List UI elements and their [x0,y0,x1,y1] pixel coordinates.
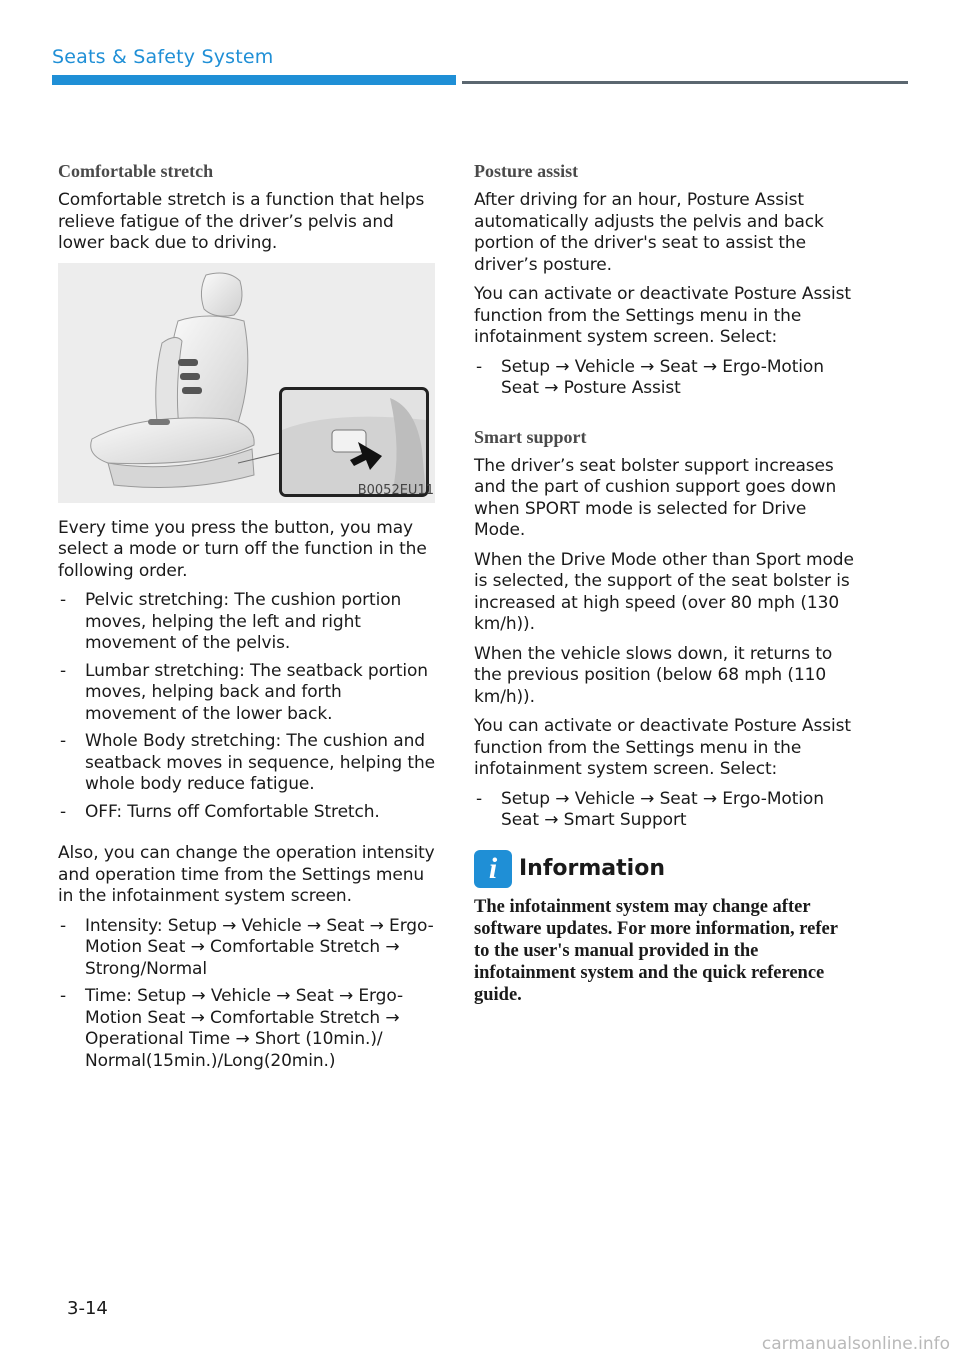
figure-code: B0052EU11 [357,482,434,498]
smart-support-slow-down-text: When the vehicle slows down, it returns to the previous position (below 68 mph (110 km/h)). [474,643,833,707]
button-closeup-inset [279,387,429,497]
information-title: Information [519,856,665,881]
left-column [58,160,438,1078]
smart-support-path-list [474,789,854,832]
information-text: The infotainment system may change after software updates. For more information, refer to the user's manual provided in the infotainment system and the quick reference guide. [474,896,838,1005]
watermark: carmanualsonline.info [761,1334,950,1354]
list-item: - Setup → Vehicle → Seat → Ergo-Motion Seat → Smart Support [476,788,824,830]
info-icon: i [474,850,512,888]
smart-support-description: The driver’s seat bolster support increases and the part of cushion support goes down when SPORT mode is selected for Drive Mode. [474,455,837,540]
mode-order-text: Every time you press the button, you may select a mode or turn off the function in the following order. [58,517,427,581]
header-rule [462,81,908,84]
list-item: - Pelvic stretching: The cushion portion moves, helping the left and right movement of the pelvis. [60,590,402,653]
section-title: Seats & Safety System [52,46,274,68]
seat-switch-drawing [282,390,426,494]
smart-support-heading: Smart support [474,426,587,447]
information-callout [474,850,854,888]
posture-assist-settings-text: You can activate or deactivate Posture Assist function from the Settings menu in the infotainment system screen. Select: [474,284,851,347]
header-accent-bar [52,75,456,85]
list-item: - Lumbar stretching: The seatback portion moves, helping back and forth movement of the lower back. [60,660,428,724]
smart-support-high-speed-text: When the Drive Mode other than Sport mode is selected, the support of the seat bolster is increased at high speed (over 80 mph (130 km/h)). [474,549,854,634]
mode-list [58,590,438,823]
list-item: - Whole Body stretching: The cushion and seatback moves in sequence, helping the whole body reduce fatigue. [60,731,436,794]
posture-assist-heading: Posture assist [474,161,579,181]
right-column [474,160,854,1006]
comfortable-stretch-heading: Comfortable stretch [58,161,214,181]
posture-assist-description: After driving for an hour, Posture Assist automatically adjusts the pelvis and back portion of the driver's seat to assist the driver’s posture. [474,190,824,275]
settings-intro-text: Also, you can change the operation intensity and operation time from the Settings menu in the infotainment system screen. [58,843,435,906]
list-item: - Time: Setup → Vehicle → Seat → Ergo-Motion Seat → Comfortable Stretch → Operational Time → Short (10min.)/ Normal(15min.)/Long(20min.) [60,986,403,1071]
list-item: - Setup → Vehicle → Seat → Ergo-Motion Seat → Posture Assist [476,356,824,398]
posture-assist-path-list [474,357,854,400]
comfortable-stretch-intro: Comfortable stretch is a function that helps relieve fatigue of the driver’s pelvis and lower back due to driving. [58,190,425,253]
seat-illustration [58,263,435,503]
smart-support-settings-text: You can activate or deactivate Posture Assist function from the Settings menu in the infotainment system screen. Select: [474,716,851,779]
list-item: - Intensity: Setup → Vehicle → Seat → Ergo-Motion Seat → Comfortable Stretch → Strong/Normal [60,915,434,979]
list-item: - OFF: Turns off Comfortable Stretch. [60,801,380,822]
settings-list [58,916,438,1073]
page-number: 3-14 [67,1298,108,1319]
